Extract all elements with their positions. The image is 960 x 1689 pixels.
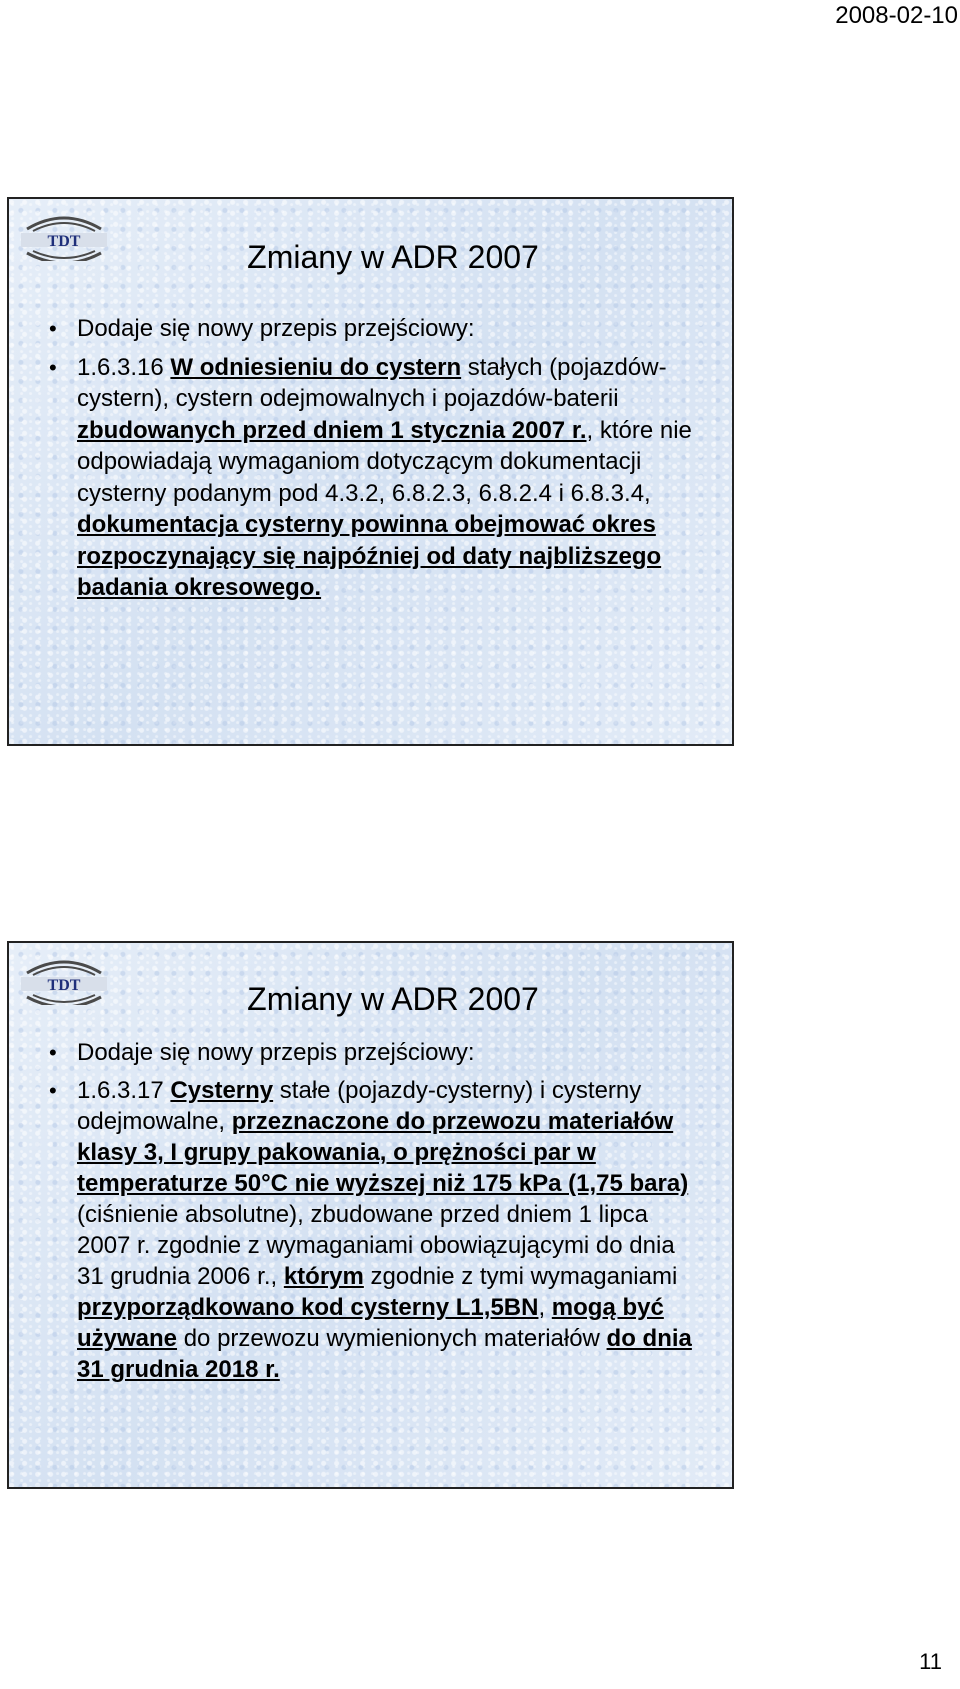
slide-2 bbox=[7, 941, 734, 1489]
bullet-icon: • bbox=[49, 1040, 57, 1065]
text-segment: , bbox=[538, 1294, 552, 1321]
slide-1 bbox=[7, 197, 734, 746]
bullet-list bbox=[47, 313, 702, 604]
bullet-text: Dodaje się nowy przepis przejściowy: bbox=[77, 315, 475, 342]
bullet-list bbox=[47, 1037, 702, 1385]
page-number: 11 bbox=[919, 1649, 942, 1674]
bullet-icon: • bbox=[49, 1078, 57, 1103]
bullet-item bbox=[47, 352, 702, 604]
text-segment: 1.6.3.16 bbox=[77, 353, 171, 381]
bullet-text: Dodaje się nowy przepis przejściowy: bbox=[77, 1039, 475, 1066]
text-segment: (ciśnienie absolutne), zbudowane przed dniem 1 lipca 2007 r. zgodnie z wymaganiami obowiązującymi do dnia 31 grudnia 2006 r., bbox=[77, 1201, 675, 1290]
text-segment-emphasis: przyporządkowano kod cysterny L1,5BN bbox=[77, 1294, 539, 1321]
logo-text: TDT bbox=[47, 233, 81, 250]
text-segment-emphasis: do dnia 31 grudnia 2018 r. bbox=[77, 1325, 692, 1383]
text-segment-emphasis: Cysterny bbox=[170, 1077, 274, 1104]
bullet-icon: • bbox=[49, 316, 57, 341]
text-segment: 1.6.3.17 bbox=[77, 1077, 171, 1104]
text-segment-emphasis: W odniesieniu do cystern bbox=[170, 353, 462, 381]
text-segment: zgodnie z tymi wymaganiami bbox=[363, 1263, 678, 1290]
text-segment-emphasis: którym bbox=[283, 1263, 364, 1290]
text-segment: do przewozu wymienionych materiałów bbox=[177, 1325, 607, 1352]
text-segment-emphasis: zbudowanych przed dniem 1 stycznia 2007 r. bbox=[77, 416, 587, 444]
text-segment: stałe (pojazdy-cysterny) i cysterny odejmowalne, bbox=[77, 1077, 642, 1135]
text-segment-emphasis: mogą być używane bbox=[77, 1294, 664, 1352]
text-segment: , które nie odpowiadają wymaganiom dotyczącym dokumentacji cysterny podanym pod 4.3.2, 6.8.2.3, 6.8.2.4 i 6.8.3.4, bbox=[77, 416, 692, 507]
bullet-item bbox=[47, 313, 702, 345]
text-segment: stałych (pojazdów-cystern), cystern odejmowalnych i pojazdów-baterii bbox=[77, 353, 667, 412]
slide-title: Zmiany w ADR 2007 bbox=[247, 239, 539, 275]
bullet-item bbox=[47, 1037, 702, 1068]
bullet-icon: • bbox=[49, 354, 57, 380]
logo-text: TDT bbox=[47, 977, 81, 994]
text-segment-emphasis: przeznaczone do przewozu materiałów klasy 3, I grupy pakowania, o prężności par w temperaturze 50°C nie wyższej niż 175 kPa (1,75 bara) bbox=[77, 1108, 689, 1197]
bullet-item bbox=[47, 1075, 702, 1385]
slide-title: Zmiany w ADR 2007 bbox=[247, 981, 539, 1017]
text-segment-emphasis: dokumentacja cysterny powinna obejmować okres rozpoczynający się najpóźniej od daty najbliższego badania okresowego. bbox=[77, 511, 662, 601]
page-date: 2008-02-10 bbox=[835, 2, 958, 29]
